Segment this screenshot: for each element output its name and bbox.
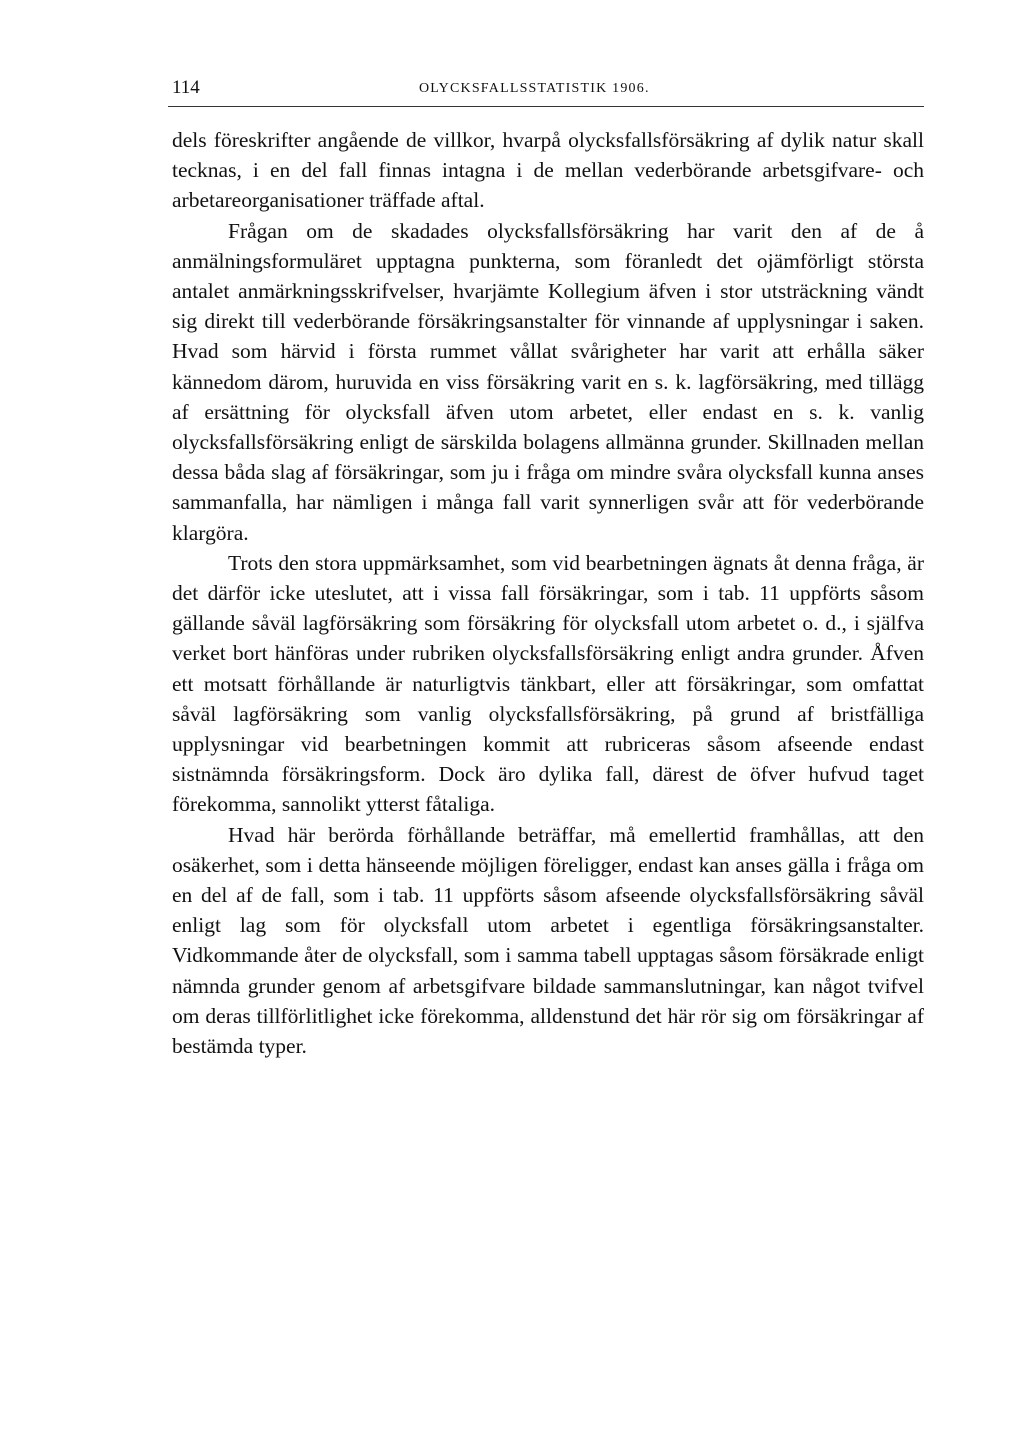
paragraph: Frågan om de skadades olycksfallsförsäkring har varit den af de å anmälningsformuläret upptagna punkterna, som föranledt det ojämförligt största antalet anmärkningsskrifvelser, hvarjämte Kollegium äfven i stor utsträckning vändt sig direkt till vederbörande försäkringsanstalter för vinnande af upplysningar i saken. Hvad som härvid i första rummet vållat svårigheter har varit att erhålla säker kännedom därom, huruvida en viss försäkring varit en s. k. lagförsäkring, med tillägg af ersättning för olycksfall äfven utom arbetet, eller endast en s. k. vanlig olycksfallsförsäkring enligt de särskilda bolagens allmänna grunder. Skillnaden mellan dessa båda slag af försäkringar, som ju i fråga om mindre svåra olycksfall kunna anses sammanfalla, har nämligen i många fall varit synnerligen svår att för vederbörande klargöra. <box>172 218 924 545</box>
page-header <box>172 76 924 102</box>
page-number: 114 <box>172 77 200 98</box>
header-rule <box>168 106 924 107</box>
paragraph: dels föreskrifter angående de villkor, hvarpå olycksfallsförsäkring af dylik natur skall tecknas, i en del fall finnas intagna i de mellan vederbörande arbetsgifvare- och arbetareorganisationer träffade aftal. <box>172 128 924 213</box>
paragraph: Hvad här berörda förhållande beträffar, må emellertid framhållas, att den osäkerhet, som i detta hänseende möjligen föreligger, endast kan anses gälla i fråga om en del af de fall, som i tab. 11 uppförts såsom afseende olycksfallsförsäkring såväl enligt lag som för olycksfall utom arbetet i egentliga försäkringsanstalter. Vidkommande åter de olycksfall, som i samma tabell upptagas såsom försäkrade enligt nämnda grunder genom af arbetsgifvare bildade sammanslutningar, kan något tvifvel om deras tillförlitlighet icke förekomma, alldenstund det här rör sig om försäkringar af bestämda typer. <box>172 822 924 1059</box>
paragraph: Trots den stora uppmärksamhet, som vid bearbetningen ägnats åt denna fråga, är det därför icke uteslutet, att i vissa fall försäkringar, som i tab. 11 uppförts såsom gällande såväl lagförsäkring som försäkring för olycksfall utom arbetet o. d., i själfva verket bort hänföras under rubriken olycksfallsförsäkring enligt andra grunder. Åfven ett motsatt förhållande är naturligtvis tänkbart, eller att försäkringar, som omfattat såväl lagförsäkring som vanlig olycksfallsförsäkring, på grund af bristfälliga upplysningar vid bearbetningen kommit att rubriceras såsom afseende endast sistnämnda försäkringsform. Dock äro dylika fall, därest de öfver hufvud taget förekomma, sannolikt ytterst fåtaliga. <box>172 550 924 817</box>
body-text <box>172 125 924 1061</box>
running-title: OLYCKSFALLSSTATISTIK 1906. <box>419 81 650 96</box>
